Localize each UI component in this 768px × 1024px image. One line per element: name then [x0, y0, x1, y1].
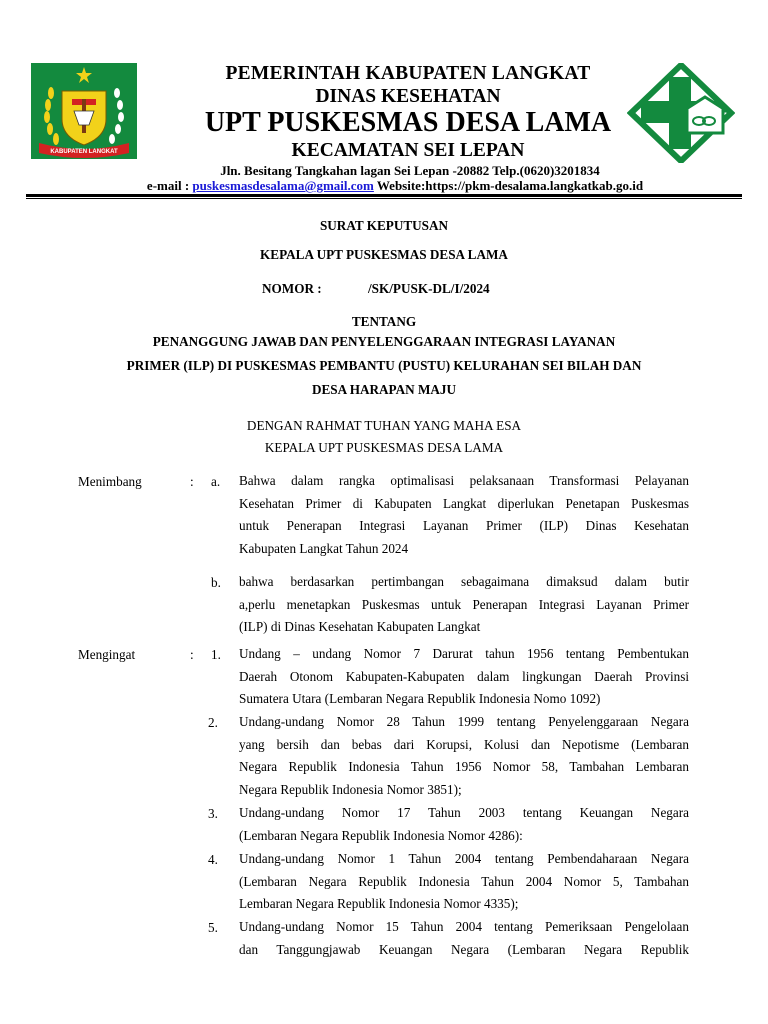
- text-line: dan Tanggungjawab Keuangan Negara (Lembaran Negara Republik: [239, 941, 689, 957]
- nomor-value: /SK/PUSK-DL/I/2024: [368, 281, 490, 296]
- issuer-title: KEPALA UPT PUSKESMAS DESA LAMA: [260, 247, 508, 262]
- grace-line: DENGAN RAHMAT TUHAN YANG MAHA ESA: [246, 418, 522, 433]
- menimbang-label: Menimbang: [78, 474, 142, 489]
- tentang-heading: TENTANG: [351, 314, 417, 329]
- menimbang-marker-a: a.: [211, 474, 221, 489]
- menimbang-colon: :: [190, 474, 194, 489]
- email-link[interactable]: puskesmasdesalama@gmail.com: [192, 178, 374, 193]
- mengingat-item-4: [239, 848, 689, 916]
- text-line: Undang – undang Nomor 7 Darurat tahun 1956 tentang Pembentukan: [239, 646, 689, 661]
- menimbang-marker-b: b.: [211, 575, 221, 590]
- kabupaten-langkat-emblem: [31, 63, 137, 159]
- gov-name: PEMERINTAH KABUPATEN LANGKAT: [225, 63, 591, 84]
- header-rule-thin: [26, 198, 742, 199]
- mengingat-item-3: [239, 802, 689, 847]
- address-line: Jln. Besitang Tangkahan lagan Sei Lepan -20882 Telp.(0620)3201834: [220, 163, 600, 178]
- text-line: Undang-undang Nomor 28 Tahun 1999 tentang Penyelenggaraan Negara: [239, 714, 689, 729]
- issuer-line: KEPALA UPT PUSKESMAS DESA LAMA: [264, 440, 504, 455]
- mengingat-label: Mengingat: [78, 647, 136, 662]
- mengingat-item-2: [239, 711, 689, 801]
- mengingat-item-1: [239, 643, 689, 711]
- text-line: Kabupaten Langkat Tahun 2024: [239, 540, 409, 556]
- emblem-caption: KABUPATEN LANGKAT: [50, 149, 118, 155]
- mengingat-marker-3: 3.: [208, 806, 218, 821]
- puskesmas-logo: [627, 63, 735, 163]
- dept-name: DINAS KESEHATAN: [315, 86, 501, 107]
- text-line: Undang-undang Nomor 17 Tahun 2003 tentang Keuangan Negara: [239, 805, 689, 820]
- header-rule-thick: [26, 194, 742, 197]
- mengingat-marker-4: 4.: [208, 852, 218, 867]
- contact-line: [95, 178, 695, 194]
- subject-line-1: PENANGGUNG JAWAB DAN PENYELENGGARAAN INTEGRASI LAYANAN: [152, 334, 616, 349]
- text-line: Undang-undang Nomor 15 Tahun 2004 tentang Pemeriksaan Pengelolaan: [239, 919, 689, 934]
- text-line: (ILP) di Dinas Kesehatan Kabupaten Langkat: [239, 619, 481, 635]
- doc-type: SURAT KEPUTUSAN: [319, 218, 449, 233]
- mengingat-marker-5: 5.: [208, 920, 218, 935]
- mengingat-colon: :: [190, 647, 194, 662]
- text-line: a,perlu menetapkan Puskesmas untuk Penerapan Integrasi Layanan Primer: [239, 596, 689, 612]
- text-line: Undang-undang Nomor 1 Tahun 2004 tentang Pembendaharaan Negara: [239, 851, 689, 866]
- text-line: yang bersih dan bebas dari Korupsi, Kolusi dan Nepotisme (Lembaran: [239, 736, 689, 752]
- text-line: untuk Penerapan Integrasi Layanan Primer (ILP) Dinas Kesehatan: [239, 518, 689, 534]
- subject-line-2: PRIMER (ILP) DI PUSKESMAS PEMBANTU (PUSTU) KELURAHAN SEI BILAH DAN: [126, 358, 642, 373]
- text-line: bahwa berdasarkan pertimbangan sebagaimana dimaksud dalam butir: [239, 574, 689, 589]
- text-line: Sumatera Utara (Lembaran Negara Republik Indonesia Nomo 1092): [239, 691, 601, 707]
- unit-name: UPT PUSKESMAS DESA LAMA: [204, 107, 612, 138]
- menimbang-item-a: [239, 470, 689, 560]
- subject-line-3: DESA HARAPAN MAJU: [311, 382, 457, 397]
- text-line: Bahwa dalam rangka optimalisasi pelaksanaan Transformasi Pelayanan: [239, 473, 689, 488]
- menimbang-item-b: [239, 571, 689, 639]
- text-line: Negara Republik Indonesia Tahun 1956 Nomor 58, Tambahan Lembaran: [239, 759, 689, 775]
- text-line: Daerah Otonom Kabupaten-Kabupaten dalam lingkungan Daerah Provinsi: [239, 668, 689, 684]
- text-line: (Lembaran Negara Republik Indonesia Nomor 4286):: [239, 827, 523, 843]
- text-line: Kesehatan Primer di Kabupaten Langkat diperlukan Penetapan Puskesmas: [239, 495, 689, 511]
- mengingat-marker-2: 2.: [208, 715, 218, 730]
- mengingat-marker-1: 1.: [211, 647, 221, 662]
- website-text: Website:https://pkm-desalama.langkatkab.go.id: [376, 178, 644, 193]
- text-line: Lembaran Negara Republik Indonesia Nomor 4335);: [239, 896, 519, 912]
- nomor-label: NOMOR :: [262, 281, 322, 296]
- mengingat-item-5: [239, 916, 689, 961]
- email-label: e-mail :: [146, 178, 190, 193]
- text-line: (Lembaran Negara Republik Indonesia Tahun 2004 Nomor 5, Tambahan: [239, 873, 689, 889]
- text-line: Negara Republik Indonesia Nomor 3851);: [239, 781, 462, 797]
- district-name: KECAMATAN SEI LEPAN: [291, 140, 525, 161]
